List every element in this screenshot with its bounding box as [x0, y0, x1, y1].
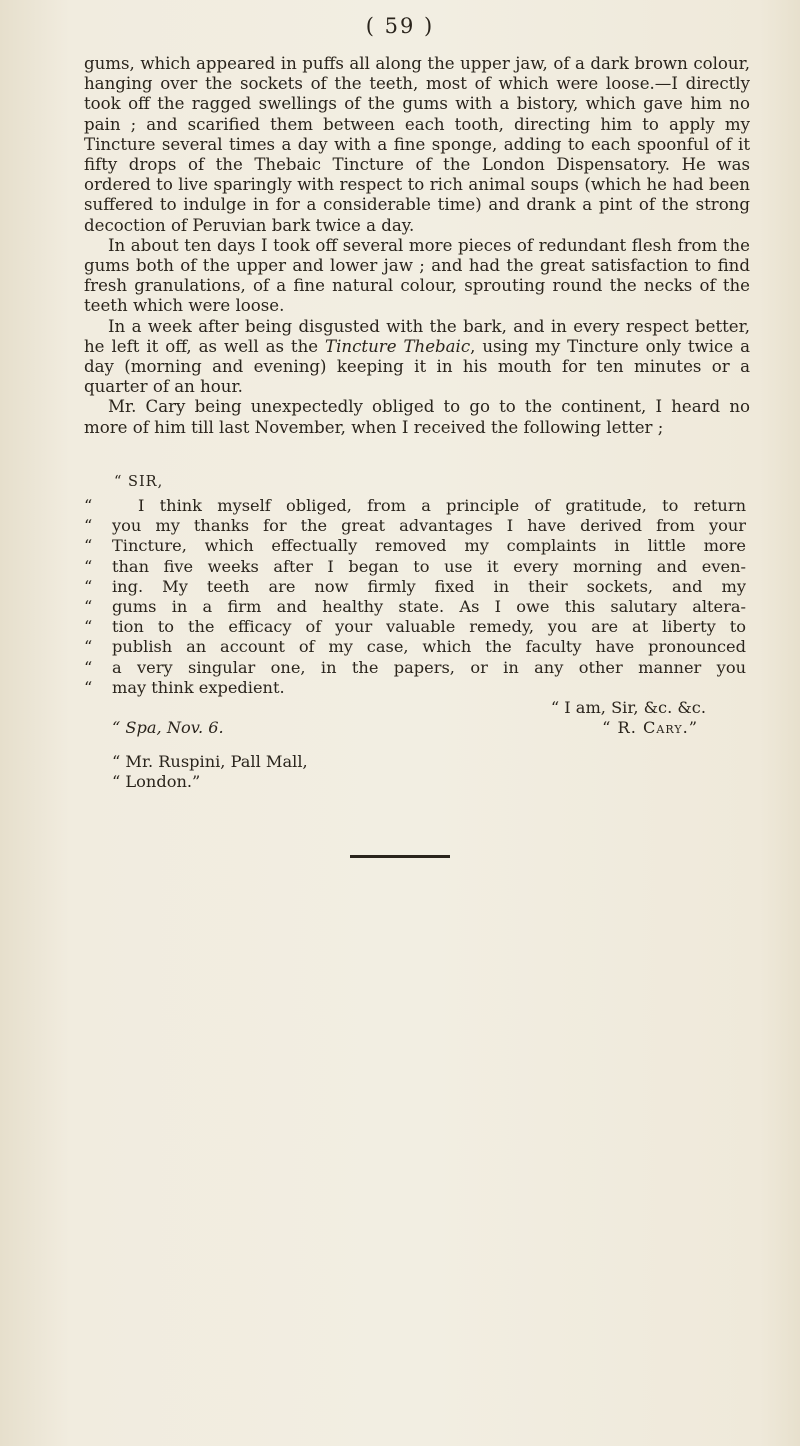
- letter-line: “ than five weeks after I began to use it every morning and even-: [84, 557, 746, 577]
- letter-line: “ ing. My teeth are now firmly fixed in their sockets, and my: [84, 577, 746, 597]
- letter-salutation: “ SIR,: [114, 473, 164, 490]
- letter-line: “ may think expedient.: [84, 678, 746, 698]
- letter-closing: “ I am, Sir, &c. &c.: [550, 698, 706, 718]
- paragraph: In about ten days I took off several more pieces of redundant flesh from the gums both of the upper and lower jaw ; and had the great satisfaction to find fresh granulations, of a fine natural colour, sprouting round the necks of the teeth which were loose.: [84, 235, 750, 316]
- letter-closing-block: [84, 698, 746, 738]
- letter-line: “ tion to the efficacy of your valuable remedy, you are at liberty to: [84, 617, 746, 637]
- page-text: [84, 54, 750, 793]
- section-rule: [350, 855, 450, 858]
- letter-line: “ publish an account of my case, which the faculty have pronounced: [84, 637, 746, 657]
- page-number: ( 59 ): [365, 14, 435, 38]
- letter-address: [84, 752, 750, 792]
- letter-place-date: “ Spa, Nov. 6.: [112, 718, 224, 738]
- address-line: “ Mr. Ruspini, Pall Mall,: [112, 752, 308, 772]
- letter-body: [84, 496, 746, 698]
- paragraph: gums, which appeared in puffs all along the upper jaw, of a dark brown colour, hanging over the sockets of the teeth, most of which were loose.—I directly took off the ragged swellings of the gums with a bistory, which gave him no pain ; and scarified them between each tooth, directing him to apply my Tincture several times a day with a fine sponge, adding to each spoonful of it fifty drops of the Thebaic Tincture of the London Dispensatory. He was ordered to live sparingly with respect to rich animal soups (which he had been suffered to indulge in for a considerable time) and drank a pint of the strong decoction of Peruvian bark twice a day.: [84, 54, 750, 235]
- letter-line: “ I think myself obliged, from a principle of gratitude, to return: [84, 496, 746, 516]
- paragraph: [84, 317, 750, 398]
- italic-term: Tincture Thebaic: [325, 336, 471, 356]
- letter-signature: “ R. Cary.”: [602, 718, 698, 738]
- paragraph-text: In a week after being disgusted with the bark, and in every respect better, he left it off, as well as the: [84, 316, 750, 356]
- letter-line: “ a very singular one, in the papers, or in any other manner you: [84, 658, 746, 678]
- letter-line: “ Tincture, which effectually removed my complaints in little more: [84, 536, 746, 556]
- letter-line: “ you my thanks for the great advantages I have derived from your: [84, 516, 746, 536]
- address-line: “ London.”: [112, 772, 201, 792]
- paragraph-text: , using my Tincture only twice a day (morning and evening) keeping it in his mouth for ten minutes or a quarter of an hour.: [84, 336, 751, 397]
- letter-line: “ gums in a firm and healthy state. As I owe this salutary altera-: [84, 597, 746, 617]
- paragraph: Mr. Cary being unexpectedly obliged to go to the continent, I heard no more of him till last November, when I received the following letter ;: [84, 397, 750, 437]
